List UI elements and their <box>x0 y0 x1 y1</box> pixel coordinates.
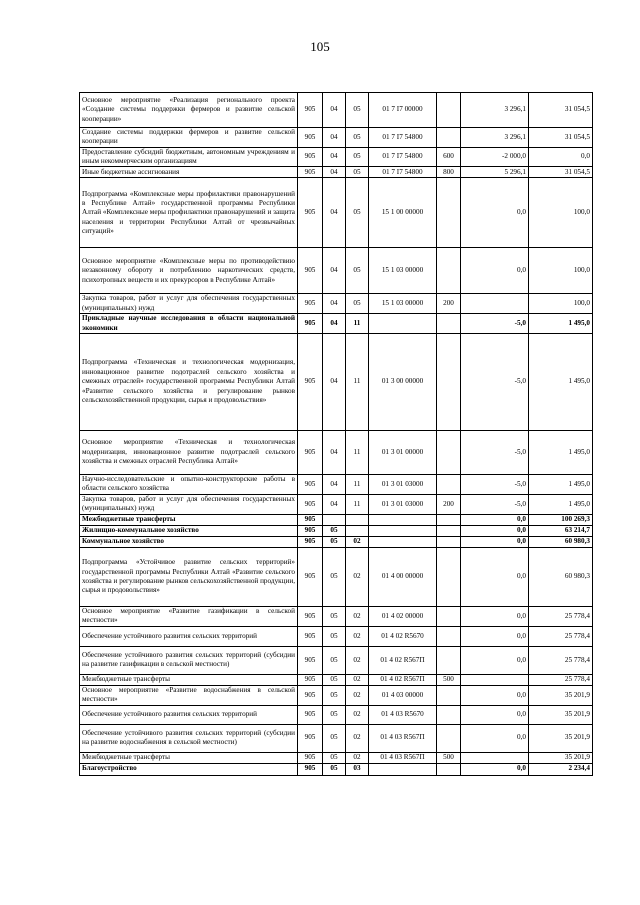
cell-admin-code: 905 <box>298 147 323 167</box>
cell-name: Обеспечение устойчивого развития сельских территорий (субсидии на развитие водоснабжения в сельской местности) <box>80 724 298 752</box>
cell-expense-type: 600 <box>437 147 461 167</box>
cell-target-article: 01 7 I7 54800 <box>369 167 437 178</box>
cell-admin-code: 905 <box>298 178 323 248</box>
cell-target-article <box>369 514 437 525</box>
table-row <box>80 606 593 626</box>
cell-expense-type <box>437 474 461 494</box>
cell-target-article: 01 3 01 03000 <box>369 494 437 514</box>
cell-admin-code: 905 <box>298 674 323 685</box>
cell-expense-type <box>437 514 461 525</box>
cell-name: Прикладные научные исследования в области национальной экономики <box>80 314 298 334</box>
cell-name: Основное мероприятие «Реализация регионального проекта «Создание системы поддержки фермеров и развитие сельской кооперации» <box>80 93 298 128</box>
cell-total-amount: 100,0 <box>529 294 593 314</box>
table-row <box>80 128 593 148</box>
cell-subsection: 05 <box>346 178 369 248</box>
cell-subsection: 02 <box>346 646 369 674</box>
cell-target-article <box>369 536 437 547</box>
cell-total-amount: 100,0 <box>529 178 593 248</box>
table-row <box>80 674 593 685</box>
table-row <box>80 147 593 167</box>
cell-target-article <box>369 763 437 775</box>
cell-target-article <box>369 314 437 334</box>
cell-expense-type <box>437 536 461 547</box>
cell-section: 04 <box>323 474 346 494</box>
cell-section: 05 <box>323 547 346 606</box>
cell-target-article: 01 4 03 R5670 <box>369 705 437 724</box>
cell-subsection: 02 <box>346 626 369 646</box>
cell-name: Подпрограмма «Техническая и технологическая модернизация, инновационное развитие подотраслей сельского хозяйства и смежных отраслей» государственной программы Республики Алтай «Развитие сельского хозяйства и регулирование рынков сельскохозяйственной продукции, сырья и продовольствия» <box>80 333 298 430</box>
cell-name: Основное мероприятие «Развитие водоснабжения в сельской местности» <box>80 685 298 705</box>
cell-admin-code: 905 <box>298 525 323 536</box>
cell-admin-code: 905 <box>298 333 323 430</box>
cell-section: 05 <box>323 724 346 752</box>
cell-subsection: 02 <box>346 705 369 724</box>
cell-total-amount: 31 054,5 <box>529 128 593 148</box>
cell-total-amount: 31 054,5 <box>529 167 593 178</box>
cell-name: Создание системы поддержки фермеров и развитие сельской кооперации <box>80 128 298 148</box>
cell-change-amount: -5,0 <box>461 333 529 430</box>
cell-subsection: 03 <box>346 763 369 775</box>
cell-change-amount: 3 296,1 <box>461 128 529 148</box>
cell-section: 04 <box>323 248 346 294</box>
cell-expense-type <box>437 705 461 724</box>
cell-admin-code: 905 <box>298 514 323 525</box>
cell-change-amount: -5,0 <box>461 314 529 334</box>
cell-name: Подпрограмма «Комплексные меры профилактики правонарушений в Республике Алтай» государственной программы Республики Алтай «Комплексные меры профилактики правонарушений и защита населения и территории Республики Алтай от чрезвычайных ситуаций» <box>80 178 298 248</box>
cell-admin-code: 905 <box>298 646 323 674</box>
table-row <box>80 93 593 128</box>
cell-target-article <box>369 525 437 536</box>
table-row <box>80 167 593 178</box>
cell-target-article: 01 7 I7 00000 <box>369 93 437 128</box>
table-section-row <box>80 536 593 547</box>
cell-name: Основное мероприятие «Техническая и технологическая модернизация, инновационное развитие подотраслей сельского хозяйства и смежных отраслей Республика Алтай» <box>80 430 298 474</box>
cell-expense-type <box>437 178 461 248</box>
cell-target-article: 15 1 03 00000 <box>369 248 437 294</box>
cell-section: 05 <box>323 674 346 685</box>
cell-section: 04 <box>323 128 346 148</box>
cell-target-article: 01 4 02 00000 <box>369 606 437 626</box>
cell-change-amount: 5 296,1 <box>461 167 529 178</box>
cell-change-amount: -5,0 <box>461 430 529 474</box>
cell-change-amount: 0,0 <box>461 536 529 547</box>
table-row <box>80 724 593 752</box>
cell-total-amount: 63 214,7 <box>529 525 593 536</box>
cell-expense-type <box>437 525 461 536</box>
cell-expense-type: 500 <box>437 674 461 685</box>
cell-total-amount: 1 495,0 <box>529 474 593 494</box>
cell-change-amount: 0,0 <box>461 626 529 646</box>
budget-table-body <box>80 93 593 776</box>
cell-total-amount: 35 201,9 <box>529 724 593 752</box>
cell-expense-type: 800 <box>437 167 461 178</box>
cell-target-article: 01 4 03 R567П <box>369 724 437 752</box>
cell-expense-type: 200 <box>437 494 461 514</box>
cell-change-amount: 0,0 <box>461 547 529 606</box>
cell-section: 05 <box>323 685 346 705</box>
cell-section: 05 <box>323 752 346 763</box>
cell-expense-type <box>437 685 461 705</box>
cell-section: 05 <box>323 763 346 775</box>
cell-change-amount: 3 296,1 <box>461 93 529 128</box>
cell-section: 05 <box>323 525 346 536</box>
cell-section: 04 <box>323 167 346 178</box>
cell-admin-code: 905 <box>298 474 323 494</box>
cell-change-amount: -5,0 <box>461 494 529 514</box>
cell-expense-type <box>437 314 461 334</box>
cell-target-article: 01 7 I7 54800 <box>369 128 437 148</box>
cell-subsection: 05 <box>346 294 369 314</box>
cell-expense-type <box>437 128 461 148</box>
cell-admin-code: 905 <box>298 724 323 752</box>
cell-target-article: 01 3 01 03000 <box>369 474 437 494</box>
cell-admin-code: 905 <box>298 547 323 606</box>
cell-subsection: 02 <box>346 685 369 705</box>
table-row <box>80 333 593 430</box>
cell-total-amount: 25 778,4 <box>529 626 593 646</box>
cell-name: Межбюджетные трансферты <box>80 752 298 763</box>
cell-subsection <box>346 514 369 525</box>
page-number: 105 <box>310 39 330 54</box>
cell-change-amount: 0,0 <box>461 724 529 752</box>
cell-section: 04 <box>323 430 346 474</box>
cell-target-article: 01 4 02 R5670 <box>369 626 437 646</box>
cell-target-article: 01 4 00 00000 <box>369 547 437 606</box>
cell-subsection: 11 <box>346 333 369 430</box>
cell-subsection: 02 <box>346 674 369 685</box>
cell-total-amount: 35 201,9 <box>529 705 593 724</box>
cell-section: 05 <box>323 606 346 626</box>
cell-total-amount: 100,0 <box>529 248 593 294</box>
cell-subsection: 11 <box>346 430 369 474</box>
cell-total-amount: 2 234,4 <box>529 763 593 775</box>
cell-change-amount: 0,0 <box>461 178 529 248</box>
table-row <box>80 294 593 314</box>
cell-target-article: 01 3 00 00000 <box>369 333 437 430</box>
cell-target-article: 01 4 03 00000 <box>369 685 437 705</box>
cell-subsection <box>346 525 369 536</box>
cell-expense-type <box>437 248 461 294</box>
cell-name: Коммунальное хозяйство <box>80 536 298 547</box>
cell-admin-code: 905 <box>298 536 323 547</box>
cell-section: 04 <box>323 314 346 334</box>
cell-admin-code: 905 <box>298 685 323 705</box>
cell-admin-code: 905 <box>298 752 323 763</box>
cell-section: 04 <box>323 147 346 167</box>
cell-name: Иные бюджетные ассигнования <box>80 167 298 178</box>
cell-section <box>323 514 346 525</box>
table-row <box>80 430 593 474</box>
cell-total-amount: 100 269,3 <box>529 514 593 525</box>
cell-expense-type <box>437 93 461 128</box>
cell-admin-code: 905 <box>298 314 323 334</box>
cell-expense-type <box>437 430 461 474</box>
cell-total-amount: 35 201,9 <box>529 752 593 763</box>
cell-expense-type: 500 <box>437 752 461 763</box>
cell-name: Обеспечение устойчивого развития сельских территорий <box>80 705 298 724</box>
cell-subsection: 05 <box>346 128 369 148</box>
cell-name: Обеспечение устойчивого развития сельских территорий (субсидии на развитие газификации в сельской местности) <box>80 646 298 674</box>
table-row <box>80 178 593 248</box>
table-row <box>80 626 593 646</box>
cell-subsection: 05 <box>346 93 369 128</box>
cell-admin-code: 905 <box>298 128 323 148</box>
cell-section: 04 <box>323 178 346 248</box>
cell-admin-code: 905 <box>298 430 323 474</box>
cell-change-amount: 0,0 <box>461 606 529 626</box>
cell-name: Основное мероприятие «Развитие газификации в сельской местности» <box>80 606 298 626</box>
cell-target-article: 15 1 03 00000 <box>369 294 437 314</box>
cell-total-amount: 1 495,0 <box>529 333 593 430</box>
cell-name: Межбюджетные трансферты <box>80 674 298 685</box>
cell-name: Жилищно-коммунальное хозяйство <box>80 525 298 536</box>
cell-subsection: 02 <box>346 752 369 763</box>
cell-name: Предоставление субсидий бюджетным, автономным учреждениям и иным некоммерческим организациям <box>80 147 298 167</box>
cell-target-article: 01 4 03 R567П <box>369 752 437 763</box>
cell-name: Обеспечение устойчивого развития сельских территорий <box>80 626 298 646</box>
cell-name: Научно-исследовательские и опытно-конструкторские работы в области сельского хозяйства <box>80 474 298 494</box>
cell-admin-code: 905 <box>298 294 323 314</box>
cell-name: Благоустройство <box>80 763 298 775</box>
table-section-row <box>80 514 593 525</box>
cell-change-amount: 0,0 <box>461 685 529 705</box>
cell-subsection: 05 <box>346 248 369 294</box>
cell-admin-code: 905 <box>298 93 323 128</box>
cell-subsection: 05 <box>346 167 369 178</box>
cell-admin-code: 905 <box>298 494 323 514</box>
table-row <box>80 685 593 705</box>
cell-subsection: 02 <box>346 606 369 626</box>
cell-change-amount <box>461 674 529 685</box>
cell-expense-type: 200 <box>437 294 461 314</box>
cell-total-amount: 1 495,0 <box>529 430 593 474</box>
cell-total-amount: 25 778,4 <box>529 646 593 674</box>
cell-section: 05 <box>323 536 346 547</box>
cell-admin-code: 905 <box>298 606 323 626</box>
cell-admin-code: 905 <box>298 167 323 178</box>
cell-section: 04 <box>323 494 346 514</box>
cell-expense-type <box>437 646 461 674</box>
table-row <box>80 646 593 674</box>
table-row <box>80 547 593 606</box>
table-row <box>80 752 593 763</box>
cell-change-amount: 0,0 <box>461 514 529 525</box>
cell-section: 04 <box>323 333 346 430</box>
cell-section: 05 <box>323 705 346 724</box>
table-row <box>80 474 593 494</box>
cell-total-amount: 25 778,4 <box>529 674 593 685</box>
cell-admin-code: 905 <box>298 705 323 724</box>
cell-subsection: 11 <box>346 474 369 494</box>
cell-total-amount: 60 980,3 <box>529 547 593 606</box>
cell-total-amount: 60 980,3 <box>529 536 593 547</box>
cell-total-amount: 1 495,0 <box>529 494 593 514</box>
cell-total-amount: 31 054,5 <box>529 93 593 128</box>
cell-admin-code: 905 <box>298 626 323 646</box>
table-section-row <box>80 314 593 334</box>
cell-target-article: 01 7 I7 54800 <box>369 147 437 167</box>
cell-total-amount: 0,0 <box>529 147 593 167</box>
cell-subsection: 11 <box>346 494 369 514</box>
cell-target-article: 01 3 01 00000 <box>369 430 437 474</box>
cell-subsection: 11 <box>346 314 369 334</box>
cell-change-amount: 0,0 <box>461 248 529 294</box>
cell-expense-type <box>437 626 461 646</box>
cell-change-amount: 0,0 <box>461 646 529 674</box>
cell-change-amount: 0,0 <box>461 705 529 724</box>
cell-change-amount <box>461 752 529 763</box>
cell-name: Межбюджетные трансферты <box>80 514 298 525</box>
cell-total-amount: 35 201,9 <box>529 685 593 705</box>
cell-subsection: 05 <box>346 147 369 167</box>
cell-expense-type <box>437 333 461 430</box>
budget-table <box>79 92 593 776</box>
table-section-row <box>80 763 593 775</box>
cell-target-article: 01 4 02 R567П <box>369 674 437 685</box>
cell-change-amount: -5,0 <box>461 474 529 494</box>
cell-total-amount: 25 778,4 <box>529 606 593 626</box>
cell-expense-type <box>437 763 461 775</box>
cell-subsection: 02 <box>346 724 369 752</box>
cell-expense-type <box>437 547 461 606</box>
cell-change-amount: 0,0 <box>461 525 529 536</box>
cell-section: 04 <box>323 294 346 314</box>
cell-target-article: 01 4 02 R567П <box>369 646 437 674</box>
cell-subsection: 02 <box>346 536 369 547</box>
cell-change-amount: -2 000,0 <box>461 147 529 167</box>
cell-name: Закупка товаров, работ и услуг для обеспечения государственных (муниципальных) нужд <box>80 294 298 314</box>
cell-target-article: 15 1 00 00000 <box>369 178 437 248</box>
cell-admin-code: 905 <box>298 763 323 775</box>
cell-change-amount <box>461 294 529 314</box>
cell-expense-type <box>437 724 461 752</box>
table-row <box>80 248 593 294</box>
cell-subsection: 02 <box>346 547 369 606</box>
cell-expense-type <box>437 606 461 626</box>
cell-section: 05 <box>323 626 346 646</box>
table-row <box>80 705 593 724</box>
cell-name: Подпрограмма «Устойчивое развитие сельских территорий» государственной программы Республики Алтай «Развитие сельского хозяйства и регулирование рынков сельскохозяйственной продукции, сырья и продовольствия» <box>80 547 298 606</box>
cell-total-amount: 1 495,0 <box>529 314 593 334</box>
cell-section: 04 <box>323 93 346 128</box>
cell-name: Закупка товаров, работ и услуг для обеспечения государственных (муниципальных) нужд <box>80 494 298 514</box>
cell-change-amount: 0,0 <box>461 763 529 775</box>
cell-admin-code: 905 <box>298 248 323 294</box>
cell-section: 05 <box>323 646 346 674</box>
table-row <box>80 494 593 514</box>
table-section-row <box>80 525 593 536</box>
cell-name: Основное мероприятие «Комплексные меры по противодействию незаконному обороту и потреблению наркотических средств, психотропных веществ и их прекурсоров в Республике Алтай» <box>80 248 298 294</box>
